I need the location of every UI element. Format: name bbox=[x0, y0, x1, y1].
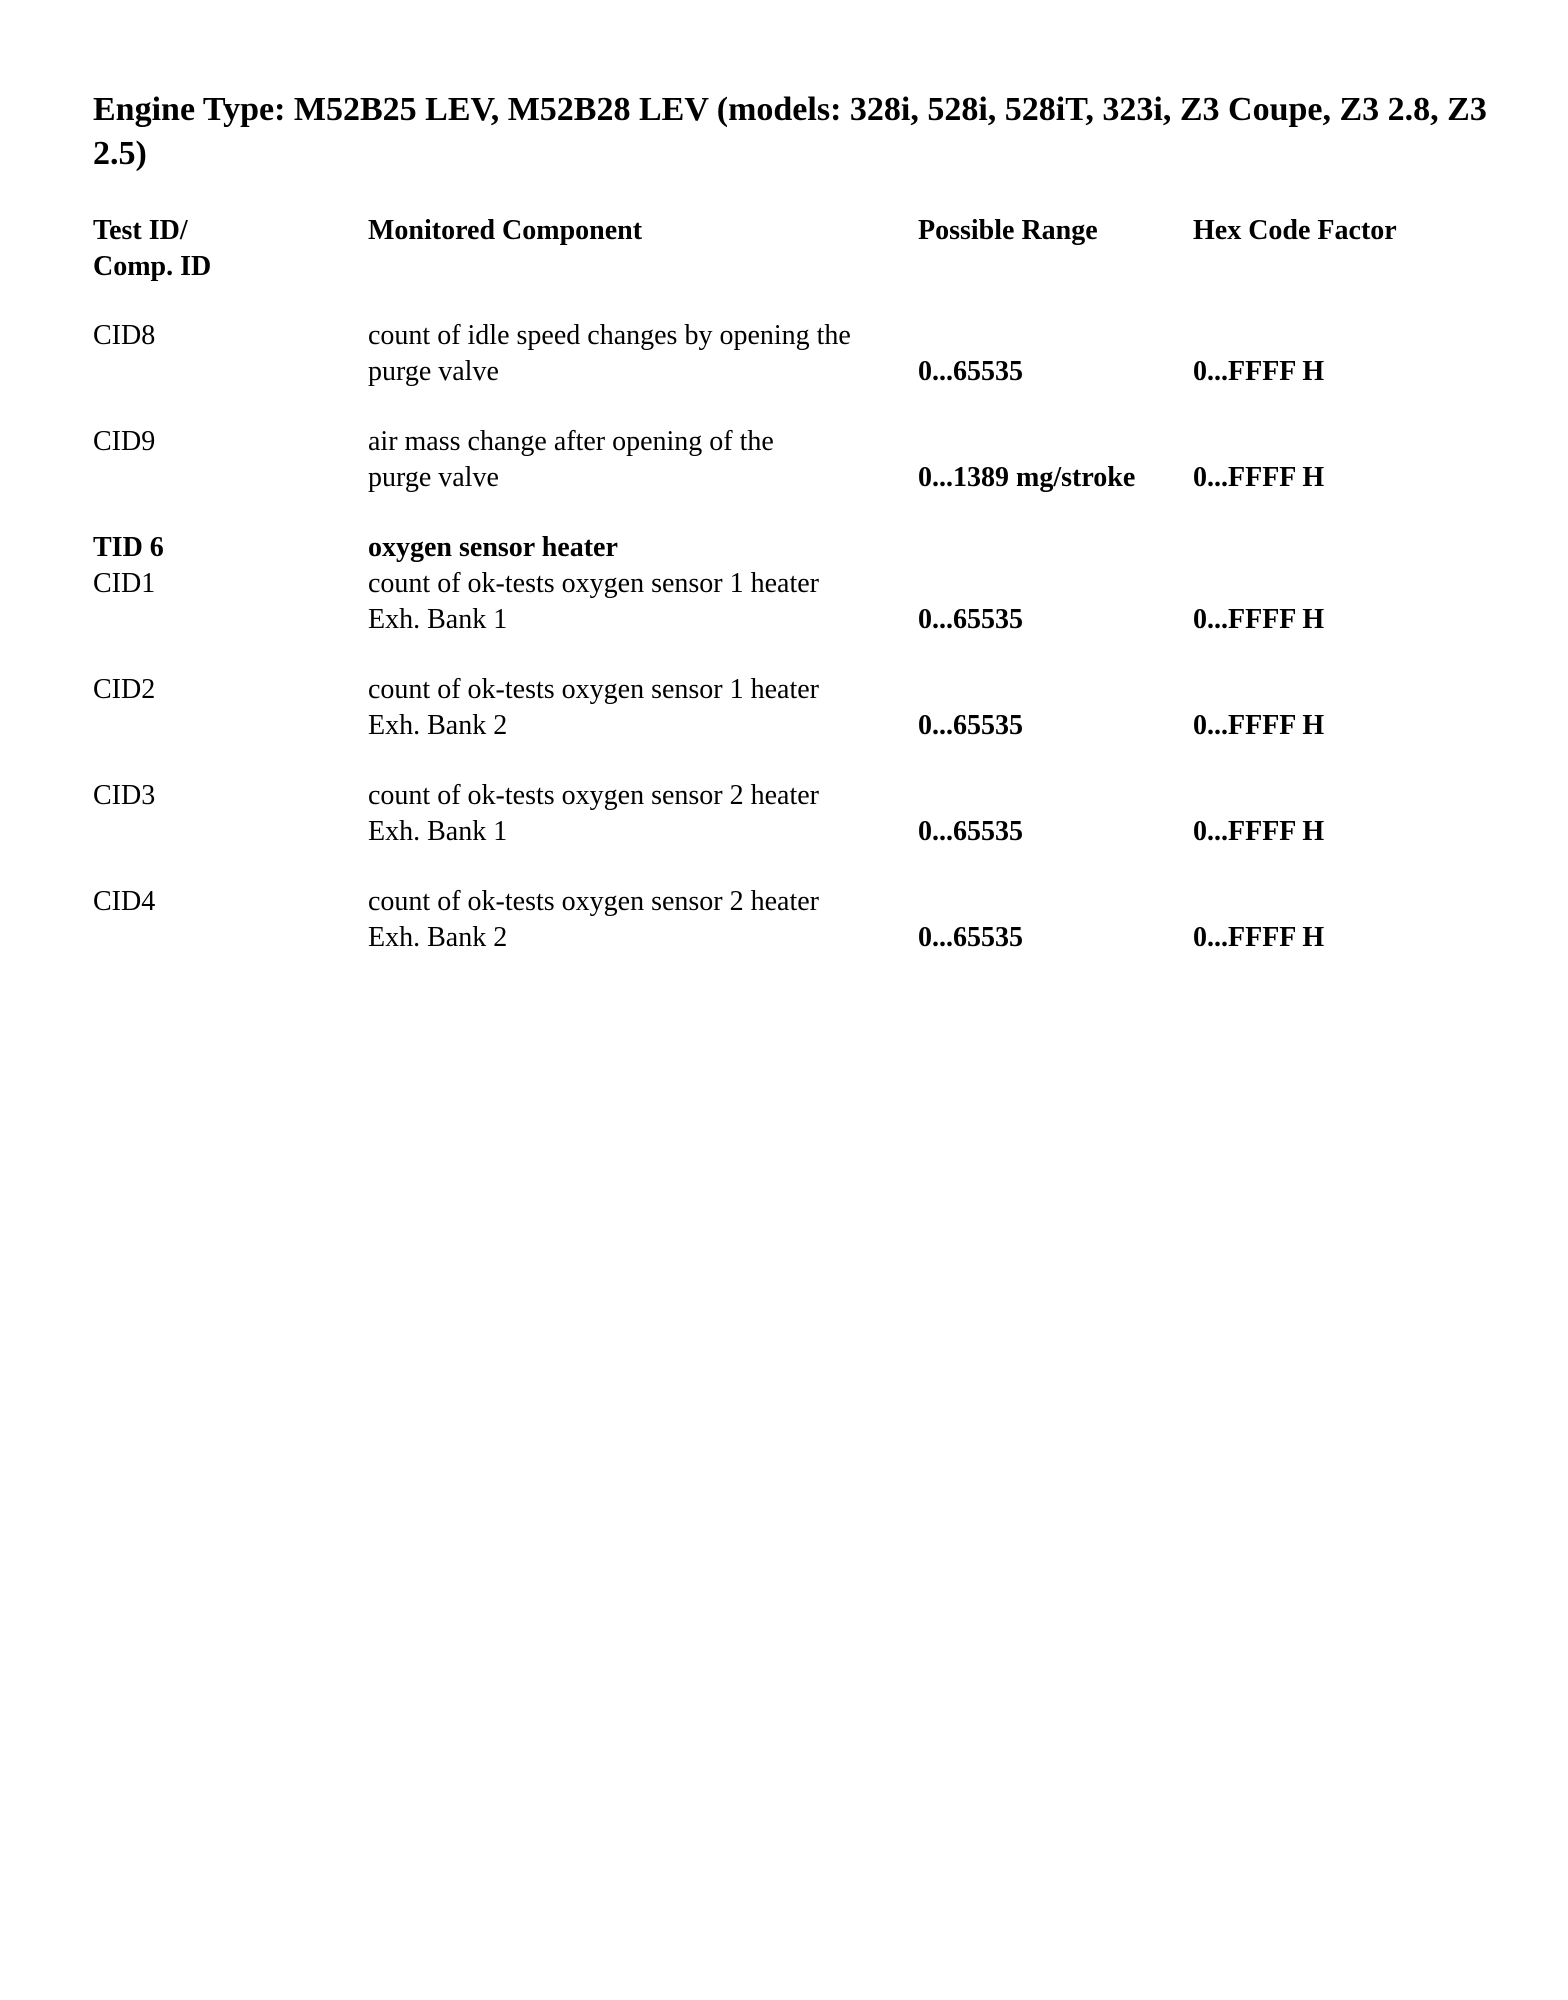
header-comp-id-line2: Comp. ID bbox=[93, 251, 212, 282]
comp-id: CID3 bbox=[93, 780, 156, 811]
row-hex: 0...FFFF H bbox=[1193, 604, 1325, 635]
component-line-2: Exh. Bank 2 bbox=[368, 710, 508, 741]
header-monitored-component: Monitored Component bbox=[368, 215, 643, 246]
component-line-1: count of idle speed changes by opening the bbox=[368, 320, 851, 351]
row-component bbox=[368, 884, 913, 956]
row-range: 0...65535 bbox=[918, 356, 1023, 387]
row-hex: 0...FFFF H bbox=[1193, 356, 1325, 387]
comp-id: CID1 bbox=[93, 568, 156, 599]
row-range: 0...1389 mg/stroke bbox=[918, 462, 1136, 493]
comp-id: CID4 bbox=[93, 886, 156, 917]
component-line-1: count of ok-tests oxygen sensor 2 heater bbox=[368, 780, 819, 811]
component-line-2: purge valve bbox=[368, 356, 499, 387]
table-row-cid4 bbox=[0, 884, 1568, 964]
comp-id: CID2 bbox=[93, 674, 156, 705]
row-component bbox=[368, 672, 913, 744]
table-row-cid8 bbox=[0, 318, 1568, 398]
test-id: TID 6 bbox=[93, 532, 164, 563]
table-row-tid6-cid1 bbox=[0, 530, 1568, 646]
row-hex: 0...FFFF H bbox=[1193, 710, 1325, 741]
component-line-2: purge valve bbox=[368, 462, 499, 493]
row-hex: 0...FFFF H bbox=[1193, 462, 1325, 493]
component-line-1: count of ok-tests oxygen sensor 1 heater bbox=[368, 568, 819, 599]
component-line-1: air mass change after opening of the bbox=[368, 426, 774, 457]
row-id bbox=[93, 530, 333, 602]
table-row-cid9 bbox=[0, 424, 1568, 504]
row-range: 0...65535 bbox=[918, 922, 1023, 953]
row-hex: 0...FFFF H bbox=[1193, 816, 1325, 847]
row-id bbox=[93, 424, 333, 460]
page-title: Engine Type: M52B25 LEV, M52B28 LEV (models: 328i, 528i, 528iT, 323i, Z3 Coupe, Z3 2.8, Z3 2.5) bbox=[93, 91, 1487, 172]
row-component bbox=[368, 318, 913, 390]
comp-id: CID9 bbox=[93, 426, 156, 457]
row-id bbox=[93, 318, 333, 354]
header-test-id bbox=[93, 213, 323, 285]
row-id bbox=[93, 672, 333, 708]
component-line-2: Exh. Bank 2 bbox=[368, 922, 508, 953]
comp-id: CID8 bbox=[93, 320, 156, 351]
component-line-1: count of ok-tests oxygen sensor 1 heater bbox=[368, 674, 819, 705]
row-id bbox=[93, 778, 333, 814]
row-hex: 0...FFFF H bbox=[1193, 922, 1325, 953]
header-hex-code-factor: Hex Code Factor bbox=[1193, 215, 1397, 246]
row-component bbox=[368, 530, 913, 638]
component-group-title: oxygen sensor heater bbox=[368, 532, 618, 563]
component-line-2: Exh. Bank 1 bbox=[368, 816, 508, 847]
row-range: 0...65535 bbox=[918, 710, 1023, 741]
row-range: 0...65535 bbox=[918, 816, 1023, 847]
component-line-1: count of ok-tests oxygen sensor 2 heater bbox=[368, 886, 819, 917]
row-range: 0...65535 bbox=[918, 604, 1023, 635]
row-component bbox=[368, 424, 913, 496]
header-possible-range: Possible Range bbox=[918, 215, 1098, 246]
row-id bbox=[93, 884, 333, 920]
header-test-id-line1: Test ID/ bbox=[93, 215, 188, 246]
component-line-2: Exh. Bank 1 bbox=[368, 604, 508, 635]
table-row-cid3 bbox=[0, 778, 1568, 858]
row-component bbox=[368, 778, 913, 850]
table-row-cid2 bbox=[0, 672, 1568, 752]
